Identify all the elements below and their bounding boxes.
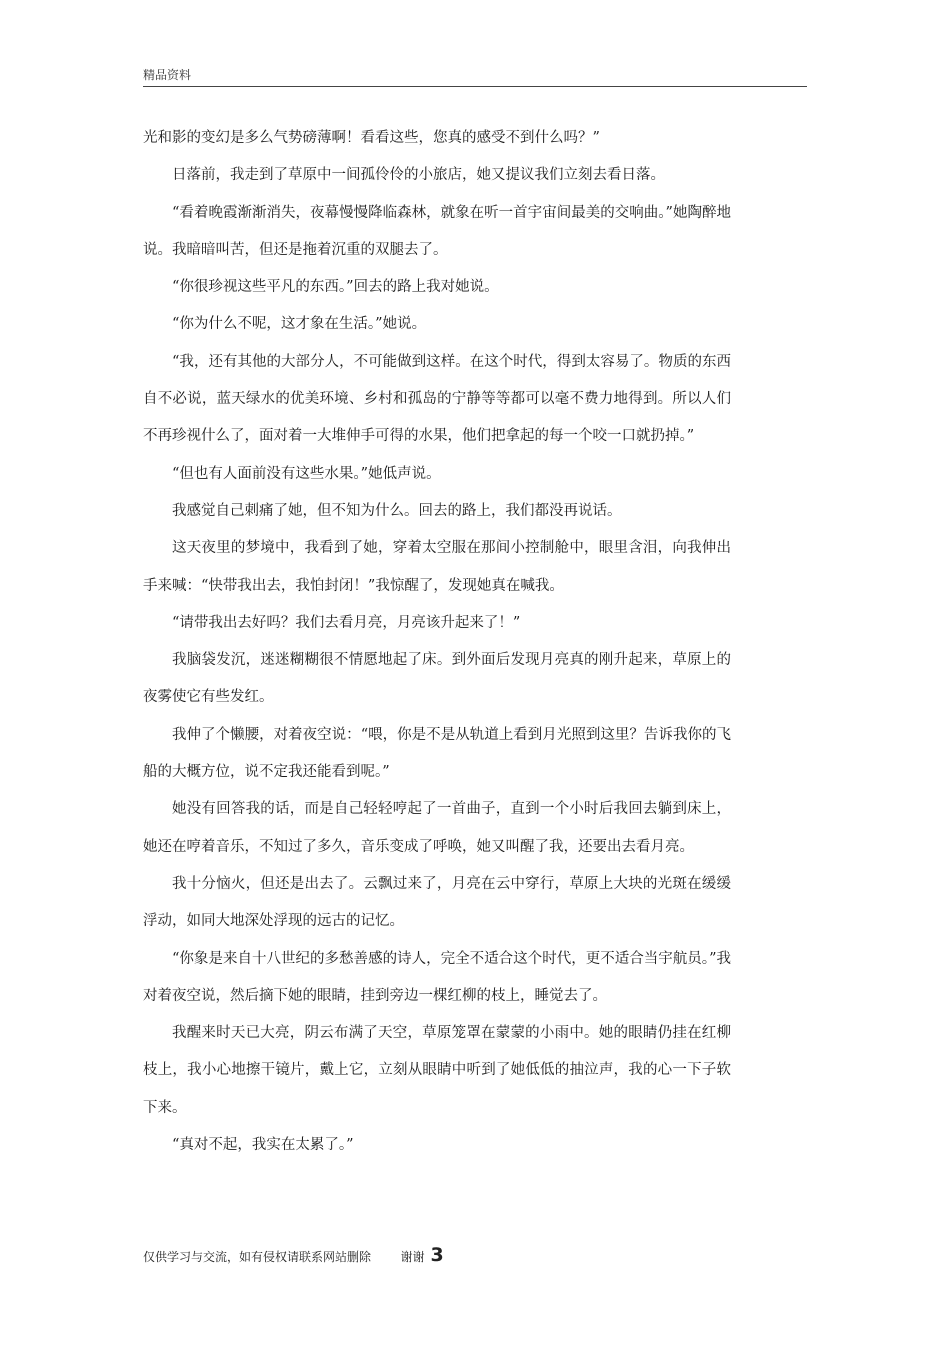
paragraph-6: “我，还有其他的大部分人，不可能做到这样。在这个时代，得到太容易了。物质的东西自不必说，蓝天绿水的优美环境、乡村和孤岛的宁静等等都可以毫不费力地得到。所以人们不再珍视什么了，面对着一大堆伸手可得的水果，他们把拿起的每一个咬一口就扔掉。”	[143, 353, 731, 445]
page-number: 3	[430, 1244, 444, 1266]
paragraph-12: 我伸了个懒腰，对着夜空说：“喂，你是不是从轨道上看到月光照到这里？告诉我你的飞船的大概方位，说不定我还能看到呢。”	[143, 726, 731, 781]
paragraph-13: 她没有回答我的话，而是自己轻轻哼起了一首曲子，直到一个小时后我回去躺到床上，她还在哼着音乐，不知过了多久，音乐变成了呼唤，她又叫醒了我，还要出去看月亮。	[143, 801, 731, 855]
page-header-title: 精品资料	[143, 68, 192, 82]
paragraph-3: “看着晚霞渐渐消失，夜幕慢慢降临森林，就象在听一首宇宙间最美的交响曲。”她陶醉地说。我暗暗叫苦，但还是拖着沉重的双腿去了。	[143, 204, 731, 258]
paragraph-10: “请带我出去好吗？我们去看月亮，月亮该升起来了！”	[172, 614, 521, 631]
paragraph-5: “你为什么不呢，这才象在生活。”她说。	[172, 316, 427, 333]
paragraph-1: 光和影的变幻是多么气势磅薄啊！看看这些，您真的感受不到什么吗？”	[143, 130, 600, 146]
paragraph-8: 我感觉自己刺痛了她，但不知为什么。回去的路上，我们都没再说话。	[172, 502, 622, 519]
paragraph-14: 我十分恼火，但还是出去了。云飘过来了，月亮在云中穿行，草原上大块的光斑在缓缓浮动，如同大地深处浮现的远古的记忆。	[143, 875, 731, 930]
paragraph-4: “你很珍视这些平凡的东西。”回去的路上我对她说。	[172, 279, 499, 296]
paragraph-11: 我脑袋发沉，迷迷糊糊很不情愿地起了床。到外面后发现月亮真的刚升起来，草原上的夜雾使它有些发红。	[143, 652, 731, 706]
paragraph-16: 我醒来时天已大亮，阴云布满了天空，草原笼罩在蒙蒙的小雨中。她的眼睛仍挂在红柳枝上，我小心地擦干镜片，戴上它，立刻从眼睛中听到了她低低的抽泣声，我的心一下子软下来。	[143, 1025, 731, 1116]
paragraph-15: “你象是来自十八世纪的多愁善感的诗人，完全不适合这个时代，更不适合当宇航员。”我对着夜空说，然后摘下她的眼睛，挂到旁边一棵红柳的枝上，睡觉去了。	[143, 950, 731, 1004]
page-footer	[143, 1244, 444, 1266]
article-body	[143, 120, 731, 1164]
paragraph-17: “真对不起，我实在太累了。”	[172, 1137, 354, 1154]
paragraph-2: 日落前，我走到了草原中一间孤伶伶的小旅店，她又提议我们立刻去看日落。	[172, 167, 665, 184]
header-divider	[143, 86, 807, 87]
paragraph-9: 这天夜里的梦境中，我看到了她，穿着太空服在那间小控制舱中，眼里含泪，向我伸出手来喊：“快带我出去，我怕封闭！”我惊醒了，发现她真在喊我。	[143, 540, 731, 594]
paragraph-7: “但也有人面前没有这些水果。”她低声说。	[172, 465, 441, 482]
footer-notice: 仅供学习与交流，如有侵权请联系网站删除	[143, 1250, 372, 1264]
footer-thanks: 谢谢	[400, 1250, 425, 1264]
